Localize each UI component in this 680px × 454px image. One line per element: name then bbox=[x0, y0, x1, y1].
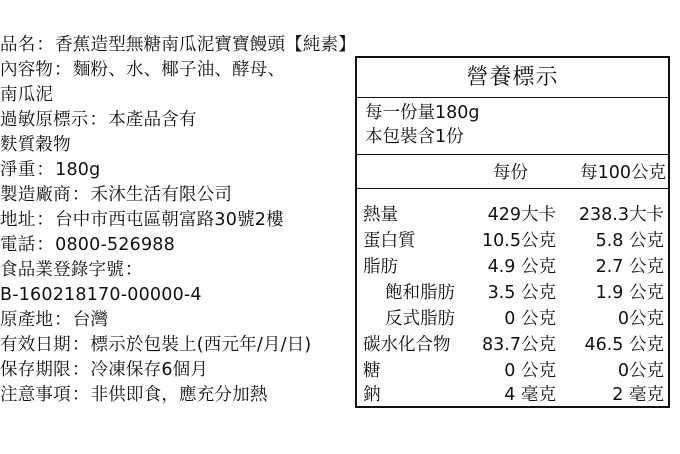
nutrient-row-protein bbox=[357, 228, 668, 254]
origin-line bbox=[0, 309, 108, 331]
nutrient-per-serving: 83.7公克 bbox=[482, 335, 556, 355]
line-label: 淨重 bbox=[0, 160, 36, 180]
nutrient-row-calories bbox=[357, 202, 668, 228]
serving-size: 每一份量180g bbox=[365, 103, 480, 123]
nutrient-row-saturated-fat bbox=[357, 280, 668, 306]
line-separator: ： bbox=[54, 60, 72, 80]
nutrient-per-100g: 0公克 bbox=[617, 309, 664, 329]
line-value: 本產品含有 bbox=[108, 110, 197, 130]
line-label: 有效日期 bbox=[0, 335, 71, 355]
line-value: B-160218170-00000-4 bbox=[0, 285, 202, 305]
line-value: 0800-526988 bbox=[55, 235, 175, 255]
line-value: 台灣 bbox=[72, 310, 109, 330]
line-label: 原產地 bbox=[0, 310, 54, 330]
line-separator: ： bbox=[71, 385, 90, 405]
line-value: 禾沐生活有限公司 bbox=[90, 185, 233, 205]
nutrient-per-100g: 5.8 公克 bbox=[595, 231, 664, 251]
line-label: 製造廠商 bbox=[0, 185, 71, 205]
allergen-continuation bbox=[0, 134, 71, 156]
col-header-per-100g: 每100公克 bbox=[580, 163, 666, 183]
line-label: 保存期限 bbox=[0, 360, 71, 380]
address-line bbox=[0, 209, 284, 231]
nutrient-name: 反式脂肪 bbox=[385, 309, 455, 329]
line-label: 品名 bbox=[0, 35, 36, 55]
line-separator: ： bbox=[71, 335, 90, 355]
line-value: 南瓜泥 bbox=[0, 85, 54, 105]
ingredients-continuation bbox=[0, 84, 53, 106]
net-weight-line bbox=[0, 159, 100, 181]
nutrient-per-serving: 429大卡 bbox=[487, 205, 556, 225]
nutrient-name: 脂肪 bbox=[363, 257, 398, 277]
line-label: 電話 bbox=[0, 235, 36, 255]
nutrient-per-serving: 10.5公克 bbox=[482, 231, 556, 251]
nutrient-name: 飽和脂肪 bbox=[385, 283, 455, 303]
line-separator: ： bbox=[36, 160, 55, 180]
servings-per-package: 本包裝含1份 bbox=[365, 127, 464, 147]
shelf-life-line bbox=[0, 359, 208, 381]
expiry-line bbox=[0, 334, 311, 356]
line-value: 非供即食，應充分加熱 bbox=[90, 385, 268, 405]
allergen-line bbox=[0, 109, 197, 131]
nutrient-name: 糖 bbox=[363, 361, 381, 381]
line-separator: ： bbox=[71, 360, 90, 380]
registration-line bbox=[0, 259, 144, 281]
nutrient-row-sugar bbox=[357, 358, 668, 384]
nutrition-title: 營養標示 bbox=[357, 58, 668, 98]
nutrient-per-serving: 0 公克 bbox=[504, 361, 556, 381]
nutrient-per-serving: 3.5 公克 bbox=[487, 283, 556, 303]
nutrient-per-serving: 4 毫克 bbox=[504, 385, 556, 405]
line-value: 麩質穀物 bbox=[0, 135, 71, 155]
line-label: 地址 bbox=[0, 210, 36, 230]
phone-line bbox=[0, 234, 175, 256]
line-label: 注意事項 bbox=[0, 385, 71, 405]
line-value: 標示於包裝上(西元年/月/日) bbox=[90, 335, 312, 355]
line-value: 180g bbox=[55, 160, 101, 180]
nutrition-facts-panel bbox=[355, 56, 670, 408]
line-separator: ： bbox=[71, 185, 90, 205]
nutrient-row-fat bbox=[357, 254, 668, 280]
nutrient-row-trans-fat bbox=[357, 306, 668, 332]
registration-number bbox=[0, 284, 202, 306]
line-label: 內容物 bbox=[0, 60, 54, 80]
line-separator: ： bbox=[36, 210, 55, 230]
nutrient-row-carbohydrate bbox=[357, 332, 668, 358]
divider bbox=[357, 154, 668, 155]
nutrient-name: 碳水化合物 bbox=[363, 335, 451, 355]
nutrient-per-100g: 2.7 公克 bbox=[595, 257, 664, 277]
nutrient-per-100g: 2 毫克 bbox=[612, 385, 664, 405]
notes-line bbox=[0, 384, 268, 406]
ingredients-line bbox=[0, 59, 285, 81]
line-separator: ： bbox=[54, 310, 72, 330]
nutrient-per-100g: 0公克 bbox=[617, 361, 664, 381]
line-value: 冷凍保存6個月 bbox=[90, 360, 209, 380]
line-label: 食品業登錄字號 bbox=[0, 260, 124, 280]
line-separator: ： bbox=[124, 260, 143, 280]
nutrient-name: 蛋白質 bbox=[363, 231, 416, 251]
nutrient-name: 熱量 bbox=[363, 205, 398, 225]
nutrient-per-serving: 0 公克 bbox=[504, 309, 556, 329]
nutrient-per-100g: 238.3大卡 bbox=[578, 205, 664, 225]
line-label: 過敏原標示 bbox=[0, 110, 89, 130]
line-value: 台中市西屯區朝富路30號2樓 bbox=[55, 210, 284, 230]
line-separator: ： bbox=[36, 235, 55, 255]
nutrient-row-sodium bbox=[357, 382, 668, 408]
line-separator: ： bbox=[89, 110, 108, 130]
divider bbox=[357, 188, 668, 189]
nutrient-per-100g: 46.5 公克 bbox=[584, 335, 664, 355]
nutrient-name: 鈉 bbox=[363, 385, 381, 405]
nutrient-per-100g: 1.9 公克 bbox=[595, 283, 664, 303]
line-separator: ： bbox=[36, 35, 55, 55]
line-value: 香蕉造型無糖南瓜泥寶寶饅頭【純素】 bbox=[55, 35, 357, 55]
product-name-line bbox=[0, 34, 356, 56]
line-value: 麵粉、水、椰子油、酵母、 bbox=[72, 60, 286, 80]
nutrient-per-serving: 4.9 公克 bbox=[487, 257, 556, 277]
col-header-per-serving: 每份 bbox=[493, 163, 528, 183]
manufacturer-line bbox=[0, 184, 232, 206]
